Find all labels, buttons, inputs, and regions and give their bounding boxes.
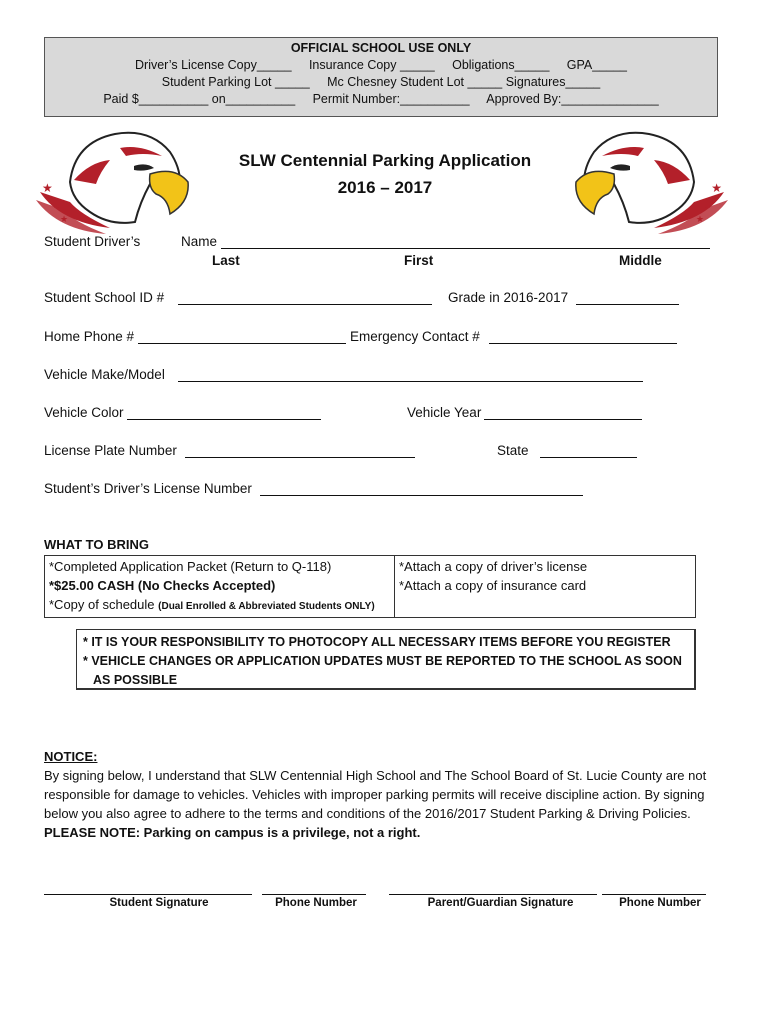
svg-text:★: ★	[703, 200, 712, 211]
official-use-line-1: Driver’s License Copy_____ Insurance Copy _____ Obligations_____ GPA_____	[135, 58, 627, 72]
vehicle-color-field[interactable]	[127, 407, 321, 420]
student-drivers-label: Student Driver’s	[44, 234, 141, 249]
state-label: State	[497, 443, 529, 458]
what-to-bring-heading: WHAT TO BRING	[44, 537, 149, 552]
svg-text:★: ★	[695, 215, 704, 225]
what-to-bring-table	[44, 555, 696, 618]
notice-bold: PLEASE NOTE: Parking on campus is a privilege, not a right.	[44, 825, 421, 840]
bring-item: *Attach a copy of driver’s license	[399, 559, 588, 574]
warning-line: * IT IS YOUR RESPONSIBILITY TO PHOTOCOPY ALL NECESSARY ITEMS BEFORE YOU REGISTER	[83, 635, 671, 649]
svg-text:★: ★	[711, 181, 722, 195]
student-signature-line[interactable]	[44, 893, 252, 895]
last-name-label: Last	[212, 253, 240, 268]
license-plate-label: License Plate Number	[44, 443, 177, 458]
license-plate-field[interactable]	[185, 445, 415, 458]
responsibility-warning-box	[76, 629, 696, 690]
grade-field[interactable]	[576, 292, 679, 305]
vehicle-make-model-field[interactable]	[178, 369, 643, 382]
drivers-license-number-label: Student’s Driver’s License Number	[44, 481, 252, 496]
vehicle-year-label: Vehicle Year	[407, 405, 482, 420]
guardian-phone-label: Phone Number	[619, 897, 701, 909]
svg-text:★: ★	[42, 181, 53, 195]
emergency-contact-field[interactable]	[489, 331, 677, 344]
name-label: Name	[181, 234, 218, 249]
page-subtitle-year: 2016 – 2017	[337, 178, 433, 197]
student-phone-label: Phone Number	[275, 897, 357, 909]
svg-text:★: ★	[52, 200, 61, 211]
grade-label: Grade in 2016-2017	[448, 290, 569, 305]
official-use-heading: OFFICIAL SCHOOL USE ONLY	[290, 41, 472, 55]
student-id-field[interactable]	[178, 292, 432, 305]
bring-item: *Attach a copy of insurance card	[399, 578, 587, 593]
guardian-signature-label: Parent/Guardian Signature	[427, 897, 574, 909]
official-use-line-2: Student Parking Lot _____ Mc Chesney Student Lot _____ Signatures_____	[161, 75, 601, 89]
bring-item: *Completed Application Packet (Return to Q-118)	[49, 559, 332, 574]
name-field[interactable]	[221, 236, 710, 249]
warning-line: AS POSSIBLE	[93, 673, 178, 687]
official-use-box	[44, 37, 718, 117]
notice-heading: NOTICE:	[44, 749, 98, 764]
emergency-contact-label: Emergency Contact #	[350, 329, 480, 344]
vehicle-year-field[interactable]	[484, 407, 642, 420]
student-phone-line[interactable]	[262, 893, 366, 895]
vehicle-color-label: Vehicle Color	[44, 405, 124, 420]
vehicle-make-model-label: Vehicle Make/Model	[44, 367, 165, 382]
svg-text:★: ★	[60, 215, 69, 225]
notice-body: By signing below, I understand that SLW Centennial High School and The School Board of St. Lucie County are not responsible for damage to vehicles. Vehicles with improper parking permits will receive discipline action. By signing below you also agree to adhere to the terms and conditions of the 2016/2017 Student Parking & Driving Policies.	[44, 768, 707, 821]
official-use-line-3: Paid $__________ on__________ Permit Number:__________ Approved By:______________	[103, 92, 659, 106]
student-signature-label: Student Signature	[109, 897, 209, 909]
eagle-mascot-icon	[574, 122, 734, 234]
bring-item: *Copy of schedule (Dual Enrolled & Abbreviated Students ONLY)	[49, 597, 375, 612]
first-name-label: First	[404, 253, 434, 268]
middle-name-label: Middle	[619, 253, 662, 268]
student-id-label: Student School ID #	[44, 290, 165, 305]
warning-line: * VEHICLE CHANGES OR APPLICATION UPDATES MUST BE REPORTED TO THE SCHOOL AS SOON	[83, 654, 682, 668]
bring-right-cell	[395, 556, 696, 618]
guardian-signature-line[interactable]	[389, 893, 597, 895]
guardian-phone-line[interactable]	[602, 893, 706, 895]
state-field[interactable]	[540, 445, 637, 458]
home-phone-field[interactable]	[138, 331, 346, 344]
drivers-license-number-field[interactable]	[260, 483, 583, 496]
home-phone-label: Home Phone #	[44, 329, 135, 344]
bring-item: *$25.00 CASH (No Checks Accepted)	[49, 578, 276, 593]
notice-section	[44, 747, 734, 842]
bring-left-cell	[45, 556, 395, 618]
page-title: SLW Centennial Parking Application	[238, 151, 532, 170]
eagle-mascot-icon	[30, 122, 190, 234]
